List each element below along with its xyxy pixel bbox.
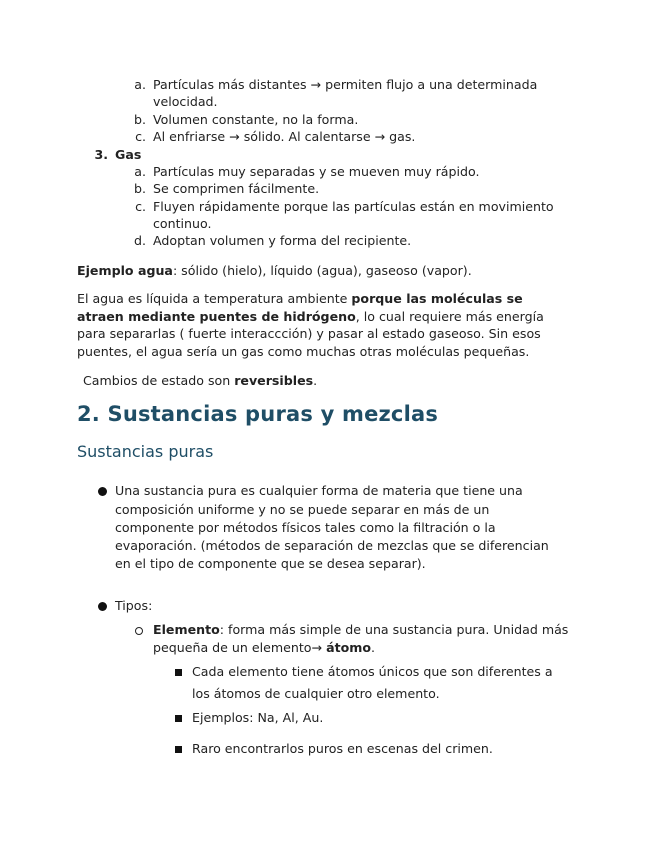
elemento-line2 <box>153 639 375 657</box>
square-bullet-icon <box>175 746 182 753</box>
agua-bold: porque las moléculas se <box>351 291 523 306</box>
gas-item-c-line2: continuo. <box>153 216 212 231</box>
agua-text: , lo cual requiere más energía <box>355 309 544 324</box>
bullet1-line1: Una sustancia pura es cualquier forma de materia que tiene una <box>115 483 523 498</box>
subsection-heading: Sustancias puras <box>77 442 214 461</box>
gas-title: Gas <box>115 147 142 162</box>
cambios-text: Cambios de estado son <box>79 373 235 388</box>
elemento-bold: Elemento <box>153 622 220 637</box>
gas-item-a: Partículas muy separadas y se mueven muy rápido. <box>153 164 480 179</box>
square-bullet-icon <box>175 715 182 722</box>
sub-item-1-line2: los átomos de cualquier otro elemento. <box>192 686 440 701</box>
elemento-text: pequeña de un elemento→ <box>153 640 327 655</box>
list-marker: a. <box>134 164 146 179</box>
gas-item-b: Se comprimen fácilmente. <box>153 181 320 196</box>
agua-text: El agua es líquida a temperatura ambiente <box>77 291 352 306</box>
bullet1-line4: evaporación. (métodos de separación de mezclas que se diferencian <box>115 538 549 553</box>
sub-item-2: Ejemplos: Na, Al, Au. <box>192 710 324 725</box>
liquid-item-b: Volumen constante, no la forma. <box>153 112 359 127</box>
ejemplo-agua <box>77 262 472 280</box>
atomo-bold: átomo <box>326 640 372 655</box>
bullet1-line3: componente por métodos físicos tales como la filtración o la <box>115 520 496 535</box>
gas-item-c-line1: Fluyen rápidamente porque las partículas están en movimiento <box>153 199 554 214</box>
agua-paragraph-line2 <box>77 308 544 326</box>
section-heading: 2. Sustancias puras y mezclas <box>77 402 439 426</box>
elemento-line1 <box>153 621 568 639</box>
list-marker: c. <box>135 129 146 144</box>
list-marker: a. <box>134 77 146 92</box>
ejemplo-label: Ejemplo agua <box>77 263 173 278</box>
agua-paragraph-line1 <box>77 290 523 308</box>
bullet2-text: Tipos: <box>115 598 153 613</box>
agua-bold: atraen mediante puentes de hidrógeno <box>77 309 356 324</box>
cambios-line <box>79 372 317 390</box>
list-marker: c. <box>135 199 146 214</box>
liquid-item-c: Al enfriarse → sólido. Al calentarse → gas. <box>153 129 416 144</box>
list-marker: b. <box>134 181 146 196</box>
liquid-item-a-line2: velocidad. <box>153 94 218 109</box>
cambios-bold: reversibles <box>234 373 314 388</box>
bullet-dot-icon <box>98 487 107 496</box>
elemento-text: : forma más simple de una sustancia pura. Unidad más <box>219 622 569 637</box>
cambios-text: . <box>313 373 318 388</box>
ejemplo-text: : sólido (hielo), líquido (agua), gaseoso (vapor). <box>172 263 472 278</box>
circle-bullet-icon <box>135 627 143 635</box>
bullet1-line2: composición uniforme y no se puede separar en más de un <box>115 502 490 517</box>
list-marker: d. <box>134 233 146 248</box>
gas-item-d: Adoptan volumen y forma del recipiente. <box>153 233 412 248</box>
liquid-item-a-line1: Partículas más distantes → permiten flujo a una determinada <box>153 77 538 92</box>
bullet1-line5: en el tipo de componente que se desea separar). <box>115 556 426 571</box>
agua-paragraph-line4: puentes, el agua sería un gas como muchas otras moléculas pequeñas. <box>77 344 530 359</box>
bullet-dot-icon <box>98 602 107 611</box>
elemento-text: . <box>371 640 376 655</box>
sub-item-3: Raro encontrarlos puros en escenas del crimen. <box>192 741 493 756</box>
square-bullet-icon <box>175 669 182 676</box>
list-marker: b. <box>134 112 146 127</box>
agua-paragraph-line3: para separarlas ( fuerte interaccción) y pasar al estado gaseoso. Sin esos <box>77 326 541 341</box>
gas-number: 3. <box>94 147 108 162</box>
sub-item-1-line1: Cada elemento tiene átomos únicos que son diferentes a <box>192 664 553 679</box>
